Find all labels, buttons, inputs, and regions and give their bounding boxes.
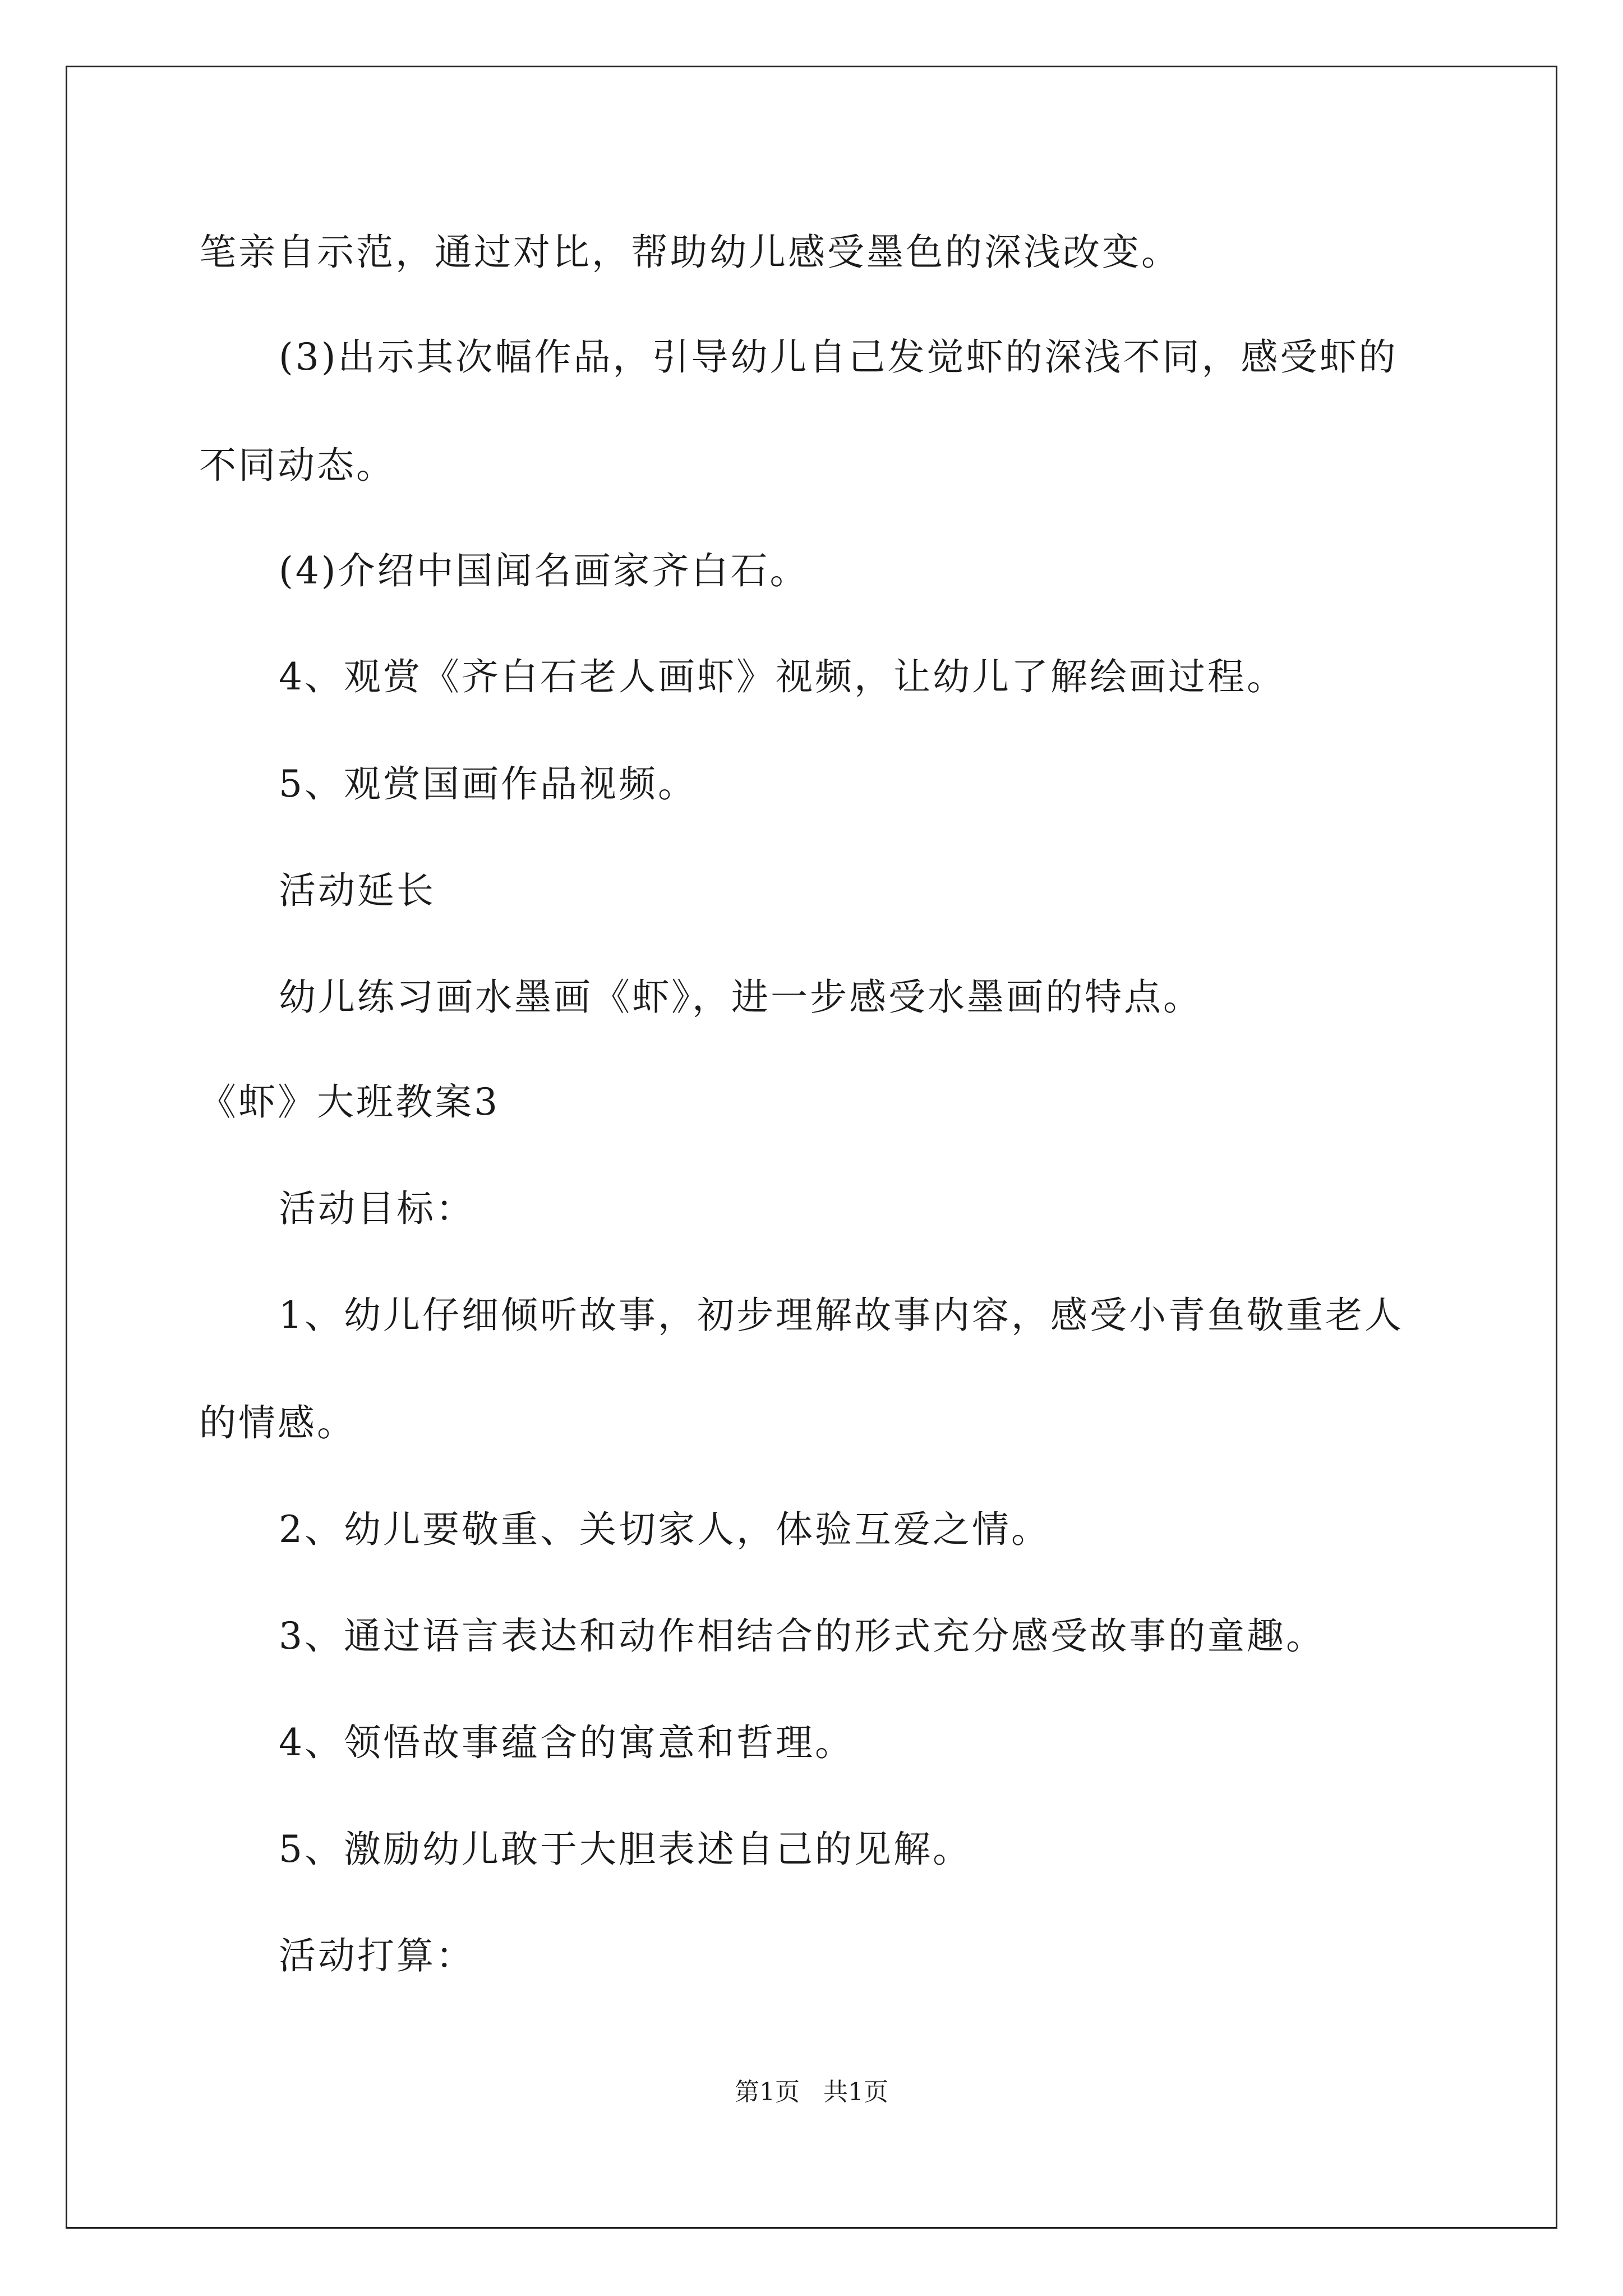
paragraph-line: 5、激励幼儿敢于大胆表述自己的见解。	[279, 1828, 972, 1871]
paragraph-line: 1、幼儿仔细倾听故事，初步理解故事内容，感受小青鱼敬重老人	[279, 1294, 1404, 1337]
paragraph-line: 5、观赏国画作品视频。	[279, 762, 697, 806]
paragraph-line: 活动打算：	[279, 1934, 475, 1977]
paragraph-line: (3)出示其次幅作品，引导幼儿自己发觉虾的深浅不同，感受虾的	[279, 335, 1398, 379]
paragraph-line: 4、领悟故事蕴含的寓意和哲理。	[279, 1721, 854, 1764]
paragraph-line: (4)介绍中国闻名画家齐白石。	[279, 549, 809, 592]
paragraph-line: 活动延长	[279, 869, 436, 912]
paragraph-line: 幼儿练习画水墨画《虾》，进一步感受水墨画的特点。	[279, 976, 1202, 1019]
page-border	[66, 66, 1557, 2229]
paragraph-line: 3、通过语言表达和动作相结合的形式充分感受故事的童趣。	[279, 1614, 1325, 1658]
paragraph-line: 活动目标：	[279, 1187, 475, 1230]
paragraph-line: 不同动态。	[199, 444, 395, 487]
paragraph-line: 4、观赏《齐白石老人画虾》视频，让幼儿了解绘画过程。	[279, 655, 1286, 698]
page-number-footer: 第1页 共1页	[735, 2078, 888, 2106]
paragraph-line: 2、幼儿要敬重、关切家人，体验互爱之情。	[279, 1508, 1050, 1551]
paragraph-line: 的情感。	[199, 1401, 356, 1444]
paragraph-line: 笔亲自示范，通过对比，帮助幼儿感受墨色的深浅改变。	[199, 231, 1181, 274]
section-heading: 《虾》大班教案3	[199, 1080, 500, 1124]
